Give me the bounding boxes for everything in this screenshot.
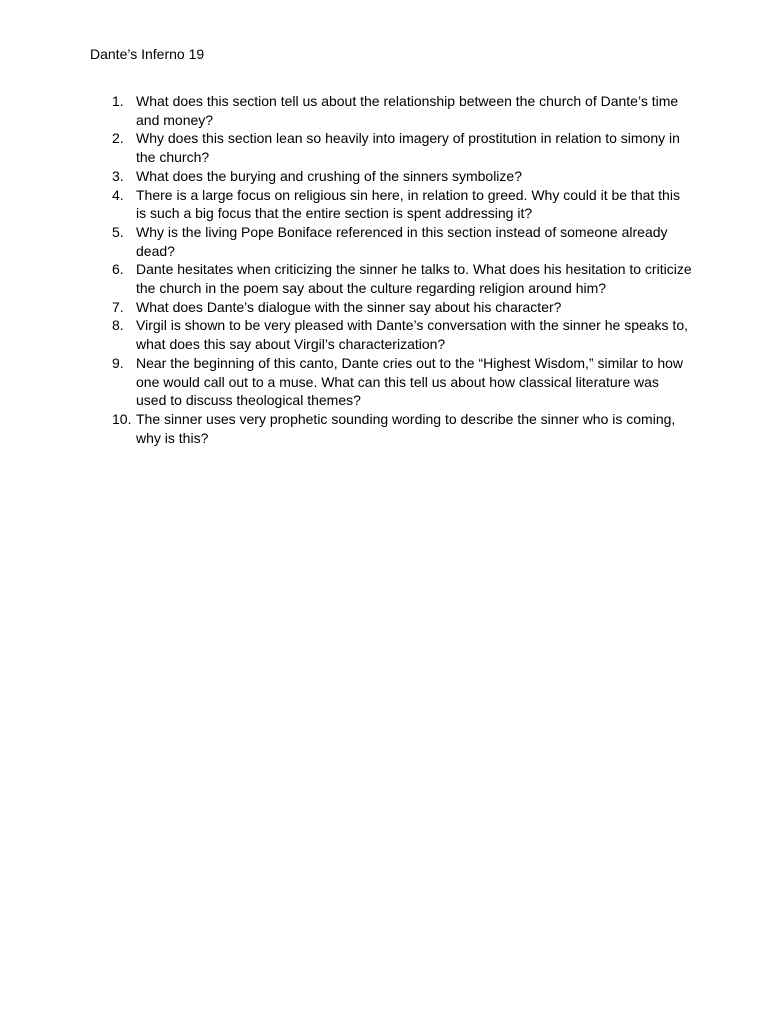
question-item-3	[112, 167, 692, 186]
question-item-2	[112, 129, 692, 166]
question-item-9	[112, 354, 692, 410]
question-text: Near the beginning of this canto, Dante cries out to the “Highest Wisdom,” similar to how one would call out to a muse. What can this tell us about how classical literature was used to discuss theological themes?	[136, 354, 684, 409]
question-list	[112, 92, 692, 447]
question-item-6	[112, 260, 692, 297]
question-item-5	[112, 223, 692, 260]
question-number: 1.	[112, 93, 124, 109]
question-text: Dante hesitates when criticizing the sinner he talks to. What does his hesitation to criticize the church in the poem say about the culture regarding religion around him?	[136, 261, 692, 297]
question-number: 9.	[112, 354, 124, 371]
question-text: Why does this section lean so heavily into imagery of prostitution in relation to simony in the church?	[136, 130, 680, 166]
question-number: 5.	[112, 223, 124, 240]
question-text: Virgil is shown to be very pleased with Dante’s conversation with the sinner he speaks to, what does this say about Virgil’s characterization?	[136, 317, 689, 353]
question-text: The sinner uses very prophetic sounding wording to describe the sinner who is coming, why is this?	[136, 410, 676, 446]
question-number: 7.	[112, 298, 124, 315]
question-number: 10.	[112, 410, 132, 427]
question-item-8	[112, 316, 692, 353]
question-text: What does this section tell us about the relationship between the church of Dante’s time and money?	[136, 93, 679, 128]
question-text: What does Dante’s dialogue with the sinner say about his character?	[136, 298, 562, 315]
question-item-1	[112, 92, 692, 129]
question-number: 4.	[112, 186, 124, 203]
question-number: 2.	[112, 130, 124, 147]
question-number: 6.	[112, 261, 124, 278]
question-text: Why is the living Pope Boniface referenced in this section instead of someone already dead?	[136, 223, 668, 259]
question-item-4	[112, 186, 692, 223]
question-item-10	[112, 410, 692, 447]
question-number: 8.	[112, 317, 124, 334]
page-title: Dante’s Inferno 19	[90, 46, 205, 62]
question-item-7	[112, 298, 692, 317]
question-number: 3.	[112, 167, 124, 184]
question-text: There is a large focus on religious sin here, in relation to greed. Why could it be that this is such a big focus that the entire section is spent addressing it?	[136, 186, 680, 222]
question-text: What does the burying and crushing of the sinners symbolize?	[136, 167, 522, 184]
